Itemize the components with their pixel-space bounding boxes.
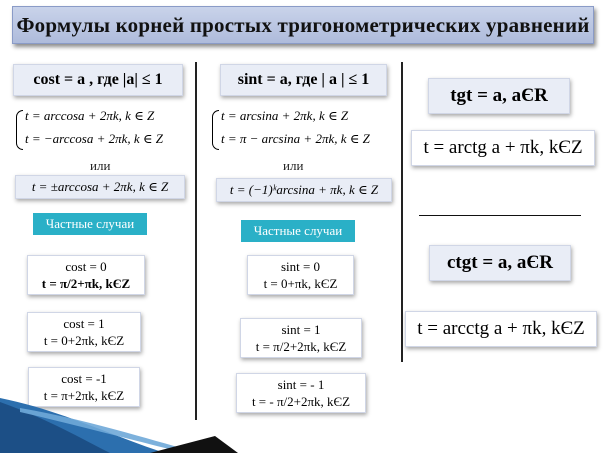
sin-case-2-eq: sint = - 1 [277, 377, 325, 392]
title-bar [12, 6, 594, 44]
sin-combined-box [216, 178, 392, 202]
cos-condition-box [13, 64, 183, 96]
cos-case-0-box [27, 255, 145, 295]
cos-case-2-eq: cost = -1 [61, 371, 107, 386]
tg-condition-box [428, 78, 570, 114]
sin-case-0-eq: sint = 0 [280, 259, 321, 274]
cos-formula-1: t = arccosa + 2πk, k ∈ Z [25, 108, 155, 123]
sin-system-bracket [212, 110, 219, 150]
cos-system-bracket [16, 110, 23, 150]
cos-combined-box [15, 175, 185, 199]
sin-case-1-eq: sint = 1 [281, 322, 321, 337]
tg-ctg-separator [419, 215, 581, 216]
cos-special-cases-label: Частные случаи [33, 213, 147, 235]
corner-swoosh-decoration [0, 380, 604, 453]
sin-case-1-sol: t = π/2+2πk, kЄZ [255, 339, 347, 354]
ctg-formula: t = arcctg a + πk, kЄZ [417, 318, 585, 339]
cos-condition: cost = a , где |a| ≤ 1 [33, 71, 163, 88]
cos-case-2-sol: t = π+2πk, kЄZ [43, 388, 125, 403]
ctg-condition-box [429, 245, 571, 281]
tg-condition: tgt = a, aЄR [450, 85, 548, 106]
divider-right [401, 62, 403, 362]
sin-case-2-sol: t = - π/2+2πk, kЄZ [251, 394, 351, 409]
sin-formula-1: t = arcsina + 2πk, k ∈ Z [221, 108, 349, 123]
cos-case-0-eq: cost = 0 [65, 259, 107, 274]
cos-or-label: или [90, 158, 111, 173]
cos-case-1-eq: cost = 1 [63, 316, 105, 331]
ctg-formula-box [405, 311, 597, 347]
cos-formula-2: t = −arccosa + 2πk, k ∈ Z [25, 131, 164, 146]
sin-formula-2: t = π − arcsina + 2πk, k ∈ Z [221, 131, 370, 146]
sin-special-cases-label: Частные случаи [241, 220, 355, 242]
sin-condition-box [220, 64, 387, 96]
cos-case-1-box [27, 312, 141, 352]
sin-condition: sint = a, где | a | ≤ 1 [237, 71, 370, 88]
sin-formula-combined: t = (−1)ᵏarcsina + πk, k ∈ Z [229, 182, 379, 197]
ctg-condition: ctgt = a, aЄR [446, 252, 554, 273]
sin-or-label: или [283, 158, 304, 173]
sin-case-0-box [247, 255, 354, 295]
tg-formula: t = arctg a + πk, kЄZ [423, 137, 583, 158]
cos-formula-combined: t = ±arccosa + 2πk, k ∈ Z [31, 179, 169, 194]
sin-case-1-box [240, 318, 362, 358]
page-title: Формулы корней простых тригонометрических уравнений [16, 12, 590, 37]
cos-case-0-sol: t = π/2+πk, kЄZ [41, 276, 131, 291]
cos-case-1-sol: t = 0+2πk, kЄZ [43, 333, 125, 348]
divider-left [195, 62, 197, 420]
tg-formula-box [411, 130, 595, 166]
sin-case-0-sol: t = 0+πk, kЄZ [263, 276, 338, 291]
